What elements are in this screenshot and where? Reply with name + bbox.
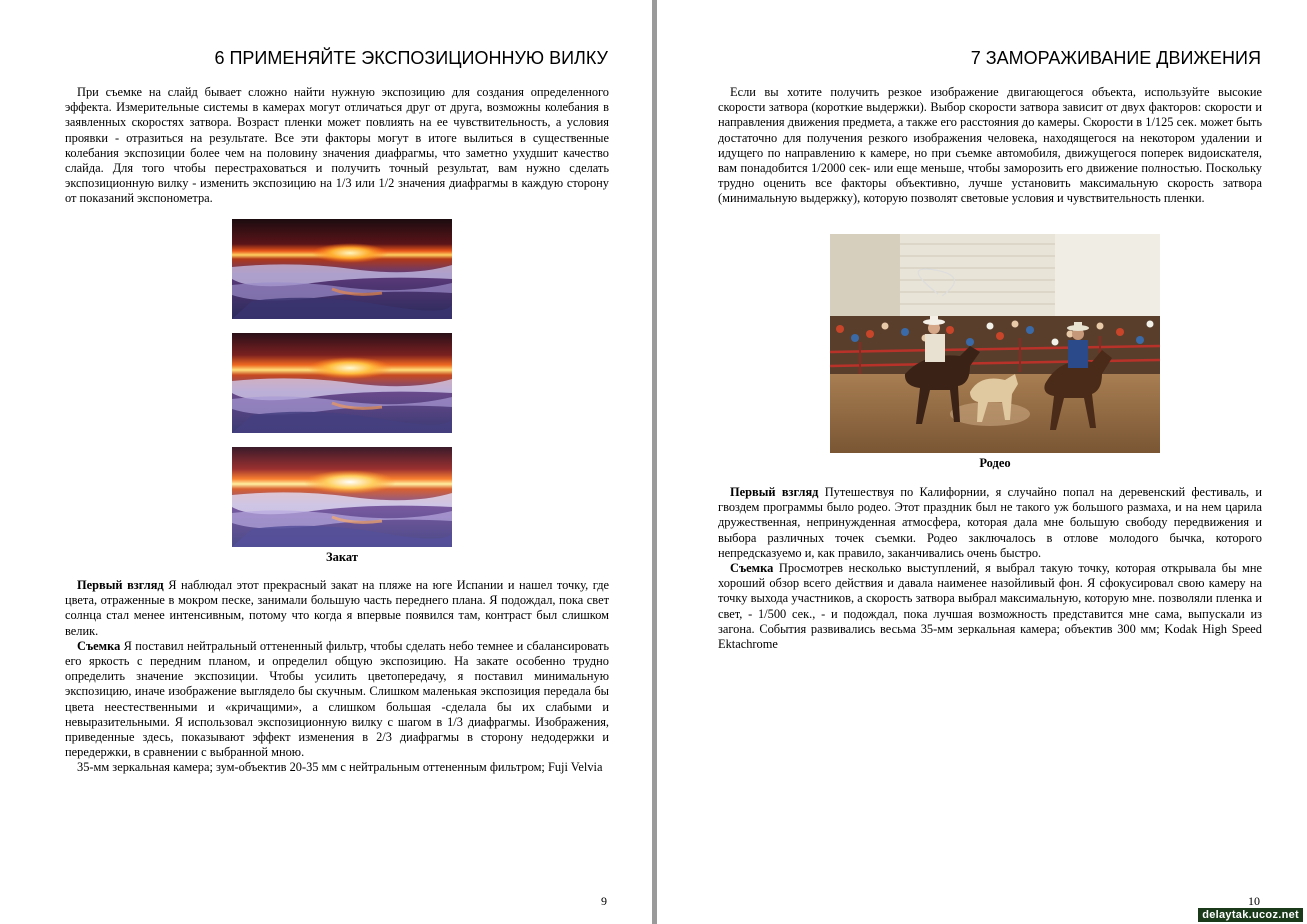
right-page-number: 10 [1248, 894, 1260, 908]
right-intro-text: Если вы хотите получить резкое изображение двигающегося объекта, используйте высокие скорости затвора (короткие выдержки). Выбор скорости затвора зависит от двух факторов: скорости и направления движения предмета, а также его расстояния до камеры. Скорости в 1/125 сек. может быть достаточно для получения резкого изображения человека, находящегося на некотором удалении и идущего по направлению к камере, но при съемке автомобиля, движущегося поперек видоискателя, вам понадобится 1/2000 сек- или еще меньше, чтобы заморозить его движение полностью. Поскольку трудно оценить все факторы объективно, лучше установить максимальную скорость затвора (минимальную выдержку), которую позволят световые условия и чувствительность пленки. [718, 85, 1262, 206]
left-intro-paragraph [65, 85, 609, 207]
right-page [657, 0, 1307, 924]
sunset-caption: Закат [326, 550, 358, 564]
left-page-title: 6 ПРИМЕНЯЙТЕ ЭКСПОЗИЦИОННУЮ ВИЛКУ [214, 48, 608, 68]
sunset-photo-normal [232, 333, 452, 433]
right-first-look-paragraph [718, 485, 1262, 561]
rodeo-photo [830, 234, 1160, 453]
left-page-number: 9 [601, 894, 607, 908]
right-shooting-paragraph [718, 561, 1262, 652]
right-intro-paragraph [718, 85, 1262, 207]
right-first-look-label: Первый взгляд [730, 485, 819, 499]
sunset-photo-underexposed [232, 219, 452, 319]
left-first-look-paragraph [65, 578, 609, 639]
left-shooting-text: Я поставил нейтральный оттененный фильтр, чтобы сделать небо темнее и сбалансировать его яркость с передним планом, и определил общую экспозицию. На закате особенно трудно определить значение экспозиции. Чтобы усилить цветопередачу, я поставил минимальную экспозицию, иначе изображение выглядело бы скучным. Слишком маленькая экспозиция передала бы цвета неестественными и «кричащими», а слишком большая -сделала бы их слабыми и невыразительными. Я использовал экспозиционную вилку с шагом в 1/3 диафрагмы. Изображения, приведенные здесь, показывают эффект изменения в 2/3 диафрагмы в сторону недодержки и передержки, в сравнении с выбранной мною. [65, 638, 609, 760]
left-shooting-label: Съемка [77, 638, 121, 653]
left-first-look-label: Первый взгляд [77, 578, 164, 592]
right-first-look-text: Путешествуя по Калифорнии, я случайно попал на деревенский фестиваль, и гвоздем программы было родео. Этот праздник был не такого уж большого размаха, и на нем царила дружественная, непринужденная атмосфера, которая дала мне большую свободу передвижения и выбора различных точек съемки. Родео заключалось в отлове молодого бычка, которого непредсказуемо и, как правило, заканчивались очень быстро. [718, 485, 1262, 560]
right-body-text [718, 485, 1262, 652]
left-body-text [65, 578, 609, 776]
left-shooting-paragraph [65, 639, 609, 761]
site-watermark: delaytak.ucoz.net [1198, 908, 1303, 922]
right-page-title: 7 ЗАМОРАЖИВАНИЕ ДВИЖЕНИЯ [970, 48, 1261, 68]
right-shooting-text: Просмотрев несколько выступлений, я выбрал такую точку, которая открывала бы мне хороший обзор всего действия и давала наименее назойливый фон. Я сфокусировал свою камеру на точку выхода участников, а скорость затвора выбрал максимальную, которую мне. позволяли пленка и свет, - 1/500 сек., - и подождал, пока лучшая возможность представится мне сама, выпускали из загона. События развивались весьма 35-мм зеркальная камера; объектив 300 мм; Kodak High Speed Ektachrome [718, 561, 1262, 652]
right-shooting-label: Съемка [730, 561, 774, 576]
left-page [0, 0, 652, 924]
rodeo-caption: Родео [979, 456, 1011, 470]
left-equipment-text: 35-мм зеркальная камера; зум-объектив 20-35 мм с нейтральным оттененным фильтром; Fuji Velvia [77, 760, 603, 775]
left-first-look-text: Я наблюдал этот прекрасный закат на пляже на юге Испании и нашел точку, где цвета, отраженные в мокром песке, занимали большую часть переднего плана. Я подождал, пока свет солнца стал менее интенсивным, потому что когда я впервые появился там, контраст был слишком велик. [65, 578, 609, 638]
left-intro-text: При съемке на слайд бывает сложно найти нужную экспозицию для создания определенного эффекта. Измерительные системы в камерах могут отличаться друг от друга, возможны колебания в заявленных скоростях затвора. Возраст пленки может повлиять на ее чувствительность, а условия проявки - отразиться на результате. Все эти факторы могут в итоге вылиться в существенные колебания экспозиции более чем на половину значения диафрагмы, что заметно ухудшит качество слайда. Для того чтобы перестраховаться и получить точный результат, вам нужно сделать экспозиционную вилку - изменить экспозицию на 1/3 или 1/2 значения диафрагмы в каждую сторону от показаний экспонометра. [65, 85, 609, 206]
sunset-photo-overexposed [232, 447, 452, 547]
